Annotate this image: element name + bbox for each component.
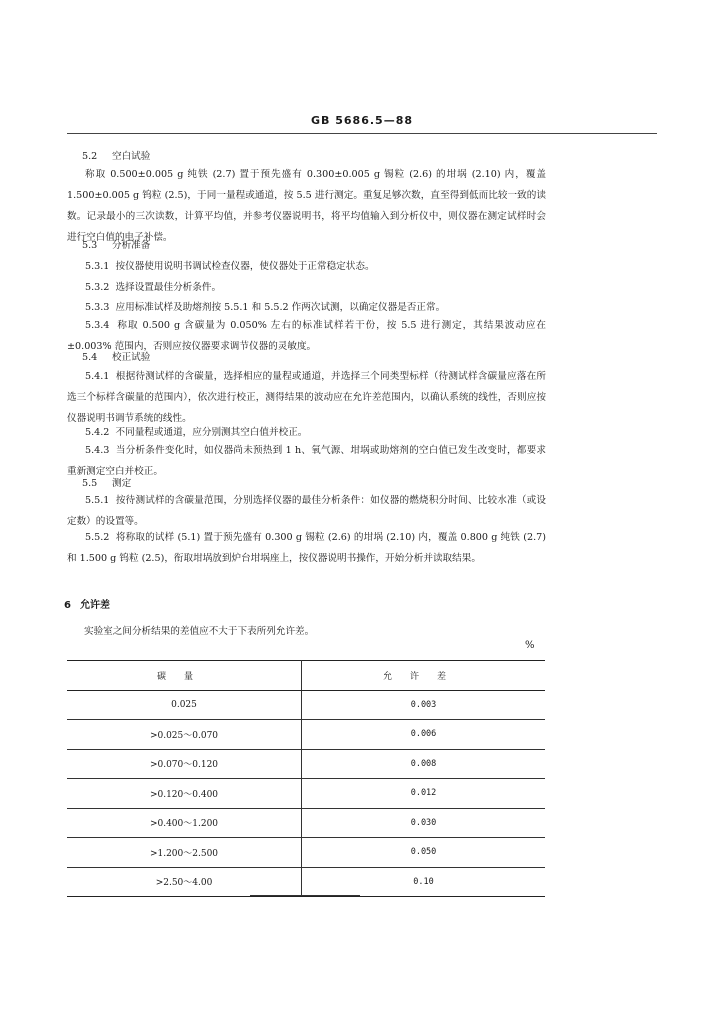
unit-label: %	[525, 640, 535, 651]
column-header-tolerance: 允许差	[302, 661, 546, 691]
section-title: 测定	[112, 478, 132, 489]
clause-5-5-2	[67, 527, 546, 569]
clause-5-3-2	[67, 277, 546, 298]
section-number: 5.3	[82, 240, 98, 251]
section-title: 分析准备	[112, 240, 151, 251]
carbon-range-cell: 0.025	[67, 690, 302, 720]
clause-number: 5.5.1	[85, 495, 110, 506]
clause-number: 5.3.4	[85, 320, 110, 331]
clause-text: 称取 0.500 g 含碳量为 0.050% 左右的标准试样若干份，按 5.5 进行测定，其结果波动应在 ±0.003% 范围内，否则应按仪器要求调节仪器的灵敏度。	[67, 320, 546, 352]
table-row	[67, 779, 545, 809]
carbon-range-cell: >0.400～1.200	[67, 808, 302, 838]
tolerance-cell: 0.012	[302, 779, 546, 809]
section-6-intro: 实验室之间分析结果的差值应不大于下表所列允许差。	[84, 626, 315, 637]
clause-text: 将称取的试样 (5.1) 置于预先盛有 0.300 g 锡粒 (2.6) 的坩埚 (2.10) 内，覆盖 0.800 g 纯铁 (2.7) 和 1.500 g 钨粒 (2.5)，衔取坩埚放到炉台坩埚座上，按仪器说明书操作，开始分析并读取结果。	[67, 532, 546, 564]
carbon-range-cell: >0.120～0.400	[67, 779, 302, 809]
section-5-2-heading	[82, 150, 150, 164]
tolerance-cell: 0.10	[302, 867, 546, 897]
tolerance-table	[67, 660, 545, 897]
clause-number: 5.4.2	[85, 427, 110, 438]
section-title: 校正试验	[112, 352, 151, 363]
section-5-4-heading	[82, 351, 150, 365]
clause-number: 5.3.3	[85, 302, 110, 313]
clause-text: 应用标准试样及助熔剂按 5.5.1 和 5.5.2 作两次试测，以确定仪器是否正常。	[115, 302, 446, 313]
clause-text: 选择设置最佳分析条件。	[115, 282, 222, 293]
clause-number: 5.4.1	[85, 371, 110, 382]
table-row	[67, 838, 545, 868]
clause-text: 当分析条件变化时，如仪器尚未预热到 1 h、氧气源、坩埚或助熔剂的空白值已发生改变时，都要求重新测定空白并校正。	[67, 445, 546, 477]
clause-number: 5.5.2	[85, 532, 110, 543]
section-title: 空白试验	[112, 151, 151, 162]
carbon-range-cell: >0.070～0.120	[67, 749, 302, 779]
tolerance-cell: 0.003	[302, 690, 546, 720]
page-header-standard-number: GB 5686.5—88	[311, 114, 413, 127]
clause-5-5-1	[67, 490, 546, 532]
carbon-range-cell: >1.200～2.500	[67, 838, 302, 868]
table-header-row	[67, 661, 545, 691]
clause-number: 5.3.2	[85, 282, 110, 293]
tolerance-cell: 0.050	[302, 838, 546, 868]
carbon-range-cell: >0.025～0.070	[67, 720, 302, 750]
table-row	[67, 749, 545, 779]
clause-number: 5.3.1	[85, 261, 110, 272]
clause-text: 按待测试样的含碳量范围，分别选择仪器的最佳分析条件：如仪器的燃烧积分时间、比较水准（或设定数）的设置等。	[67, 495, 547, 527]
section-number: 5.4	[82, 352, 98, 363]
tolerance-cell: 0.030	[302, 808, 546, 838]
section-number: 5.2	[82, 151, 98, 162]
tolerance-cell: 0.008	[302, 749, 546, 779]
tolerance-cell: 0.006	[302, 720, 546, 750]
table-row	[67, 867, 545, 897]
table-row	[67, 808, 545, 838]
section-number: 5.5	[82, 478, 98, 489]
section-5-3-heading	[82, 239, 150, 253]
end-of-document-rule	[250, 895, 360, 896]
table-row	[67, 720, 545, 750]
clause-5-3-1	[67, 256, 546, 277]
carbon-range-cell: >2.50～4.00	[67, 867, 302, 897]
clause-text: 按仪器使用说明书调试检查仪器，使仪器处于正常稳定状态。	[115, 261, 375, 272]
clause-text: 根据待测试样的含碳量，选择相应的量程或通道，并选择三个同类型标样（待测试样含碳量应落在所选三个标样含碳量的范围内），依次进行校正，测得结果的波动应在允许差范围内，以确认系统的线性，否则应按仪器说明书调节系统的线性。	[67, 371, 547, 424]
clause-5-4-3	[67, 440, 546, 482]
header-divider	[67, 133, 657, 134]
clause-5-4-1	[67, 366, 546, 429]
section-6-heading	[64, 596, 110, 611]
clause-number: 5.4.3	[85, 445, 110, 456]
table-row	[67, 690, 545, 720]
section-5-5-heading	[82, 477, 131, 491]
clause-text: 不同量程或通道，应分别测其空白值并校正。	[115, 427, 308, 438]
section-number: 6	[64, 600, 71, 611]
section-5-2-body: 称取 0.500±0.005 g 纯铁 (2.7) 置于预先盛有 0.300±0.005 g 锡粒 (2.6) 的坩埚 (2.10) 内，覆盖 1.500±0.005 g 钨粒 (2.5)，于同一量程或通道，按 5.5 进行测定。重复足够次数，直至得到低而比较一致的读数。记录最小的三次读数，计算平均值，并参考仪器说明书，将平均值输入到分析仪中，则仪器在测定试样时会进行空白值的电子补偿。	[67, 169, 546, 243]
column-header-carbon-content: 碳量	[67, 661, 302, 691]
section-title: 允许差	[80, 600, 110, 611]
